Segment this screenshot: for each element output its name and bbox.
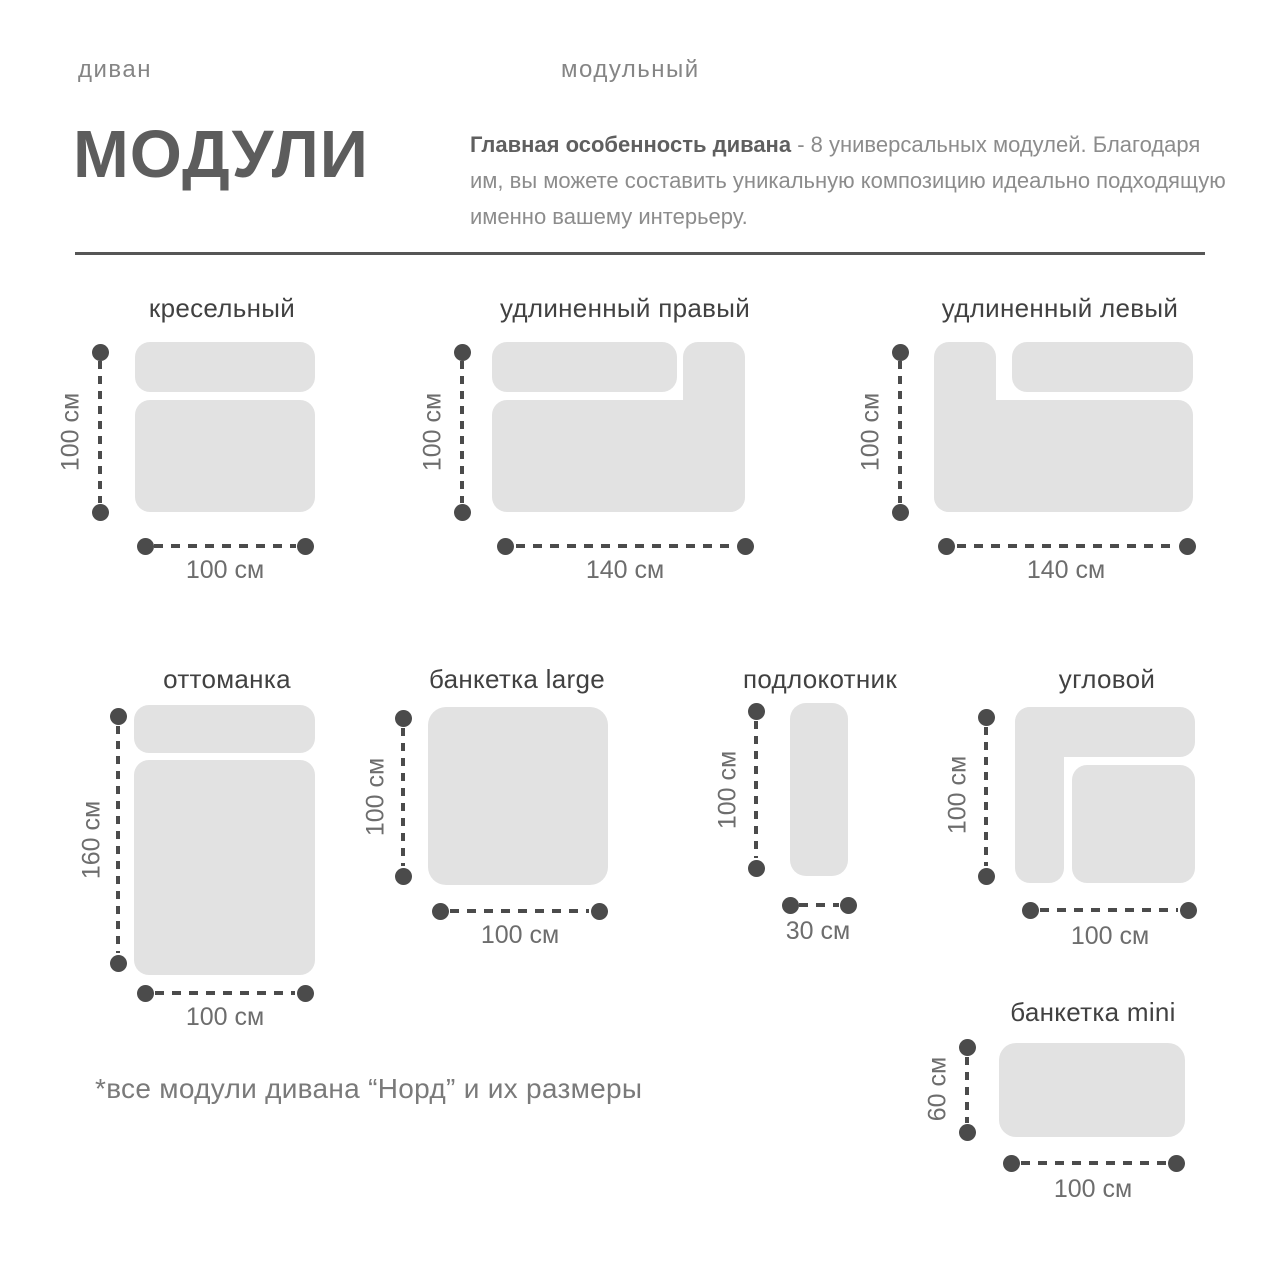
width-dimension-line <box>957 544 1177 548</box>
dimension-dot <box>454 504 471 521</box>
height-dimension-label: 100 см <box>361 757 390 837</box>
module-title: подлокотник <box>742 664 898 694</box>
dimension-dot <box>978 709 995 726</box>
height-dimension-label: 100 см <box>856 392 885 472</box>
dimension-dot <box>978 868 995 885</box>
dimension-dot <box>395 868 412 885</box>
dimension-dot <box>1003 1155 1020 1172</box>
description-bold: Главная особенность дивана <box>470 132 792 157</box>
extended-left-backrest-shape <box>1012 342 1193 392</box>
dimension-dot <box>137 985 154 1002</box>
height-dimension-label: 100 см <box>418 392 447 472</box>
dimension-dot <box>110 955 127 972</box>
dimension-dot <box>782 897 799 914</box>
dimension-dot <box>892 344 909 361</box>
height-dimension-label: 100 см <box>713 750 742 830</box>
height-dimension-label: 160 см <box>77 800 106 880</box>
armchair-backrest-shape <box>135 342 315 392</box>
width-dimension-line <box>1040 908 1178 912</box>
dimension-dot <box>92 344 109 361</box>
width-dimension-label: 100 см <box>480 921 560 949</box>
module-title: банкетка large <box>429 664 605 694</box>
dimension-dot <box>92 504 109 521</box>
corner-backrest-side-shape <box>1015 707 1064 883</box>
height-dimension-line <box>401 728 405 866</box>
dimension-dot <box>432 903 449 920</box>
dimension-dot <box>497 538 514 555</box>
dimension-dot <box>1179 538 1196 555</box>
extended-right-seat-shape <box>492 400 745 512</box>
page-title: МОДУЛИ <box>73 117 369 192</box>
module-title: оттоманка <box>163 664 291 694</box>
dimension-dot <box>959 1039 976 1056</box>
extended-left-seat-shape <box>934 400 1193 512</box>
width-dimension-label: 100 см <box>185 1003 265 1031</box>
armrest-shape <box>790 703 848 876</box>
width-dimension-label: 100 см <box>185 556 265 584</box>
banquette-large-seat-shape <box>428 707 608 885</box>
dimension-dot <box>137 538 154 555</box>
dimension-dot <box>297 985 314 1002</box>
width-dimension-label: 140 см <box>1026 556 1106 584</box>
top-center-label: модульный <box>561 56 700 83</box>
dimension-dot <box>591 903 608 920</box>
dimension-dot <box>1168 1155 1185 1172</box>
width-dimension-line <box>450 909 589 913</box>
width-dimension-label: 140 см <box>585 556 665 584</box>
height-dimension-label: 60 см <box>923 1056 952 1122</box>
width-dimension-line <box>155 991 295 995</box>
dimension-dot <box>892 504 909 521</box>
width-dimension-line <box>516 544 734 548</box>
extended-right-seat-column-shape <box>683 342 745 512</box>
height-dimension-line <box>984 727 988 866</box>
dimension-dot <box>1180 902 1197 919</box>
height-dimension-line <box>754 721 758 858</box>
height-dimension-line <box>965 1057 969 1123</box>
armchair-seat-shape <box>135 400 315 512</box>
top-left-label: диван <box>78 56 152 83</box>
width-dimension-line <box>799 903 839 907</box>
dimension-dot <box>748 860 765 877</box>
extended-left-seat-column-shape <box>934 342 996 512</box>
dimension-dot <box>840 897 857 914</box>
height-dimension-line <box>460 361 464 503</box>
width-dimension-label: 30 см <box>785 917 851 945</box>
dimension-dot <box>454 344 471 361</box>
height-dimension-line <box>898 361 902 503</box>
module-title: банкетка mini <box>1010 997 1176 1027</box>
width-dimension-line <box>1021 1161 1166 1165</box>
dimension-dot <box>1022 902 1039 919</box>
dimension-dot <box>110 708 127 725</box>
corner-seat-shape <box>1072 765 1195 883</box>
description-rest: - 8 универсальных модулей. Благодаря им, вы можете составить уникальную композицию идеально подходящую именно вашему интерьеру. <box>470 132 1226 229</box>
module-title: угловой <box>1058 664 1156 694</box>
module-title: кресельный <box>148 293 296 323</box>
description-paragraph <box>470 127 1232 235</box>
corner-backrest-top-shape <box>1015 707 1195 757</box>
header-divider <box>75 252 1205 255</box>
extended-right-backrest-shape <box>492 342 677 392</box>
module-title: удлиненный правый <box>499 293 751 323</box>
width-dimension-label: 100 см <box>1070 922 1150 950</box>
dimension-dot <box>938 538 955 555</box>
ottoman-seat-shape <box>134 760 315 975</box>
height-dimension-line <box>98 361 102 503</box>
dimension-dot <box>748 703 765 720</box>
dimension-dot <box>737 538 754 555</box>
dimension-dot <box>395 710 412 727</box>
height-dimension-label: 100 см <box>56 392 85 472</box>
footnote: *все модули дивана “Норд” и их размеры <box>95 1073 643 1104</box>
dimension-dot <box>959 1124 976 1141</box>
height-dimension-label: 100 см <box>943 755 972 835</box>
dimension-dot <box>297 538 314 555</box>
banquette-mini-seat-shape <box>999 1043 1185 1137</box>
width-dimension-label: 100 см <box>1053 1175 1133 1203</box>
ottoman-backrest-shape <box>134 705 315 753</box>
width-dimension-line <box>154 544 296 548</box>
height-dimension-line <box>116 726 120 953</box>
module-title: удлиненный левый <box>941 293 1179 323</box>
